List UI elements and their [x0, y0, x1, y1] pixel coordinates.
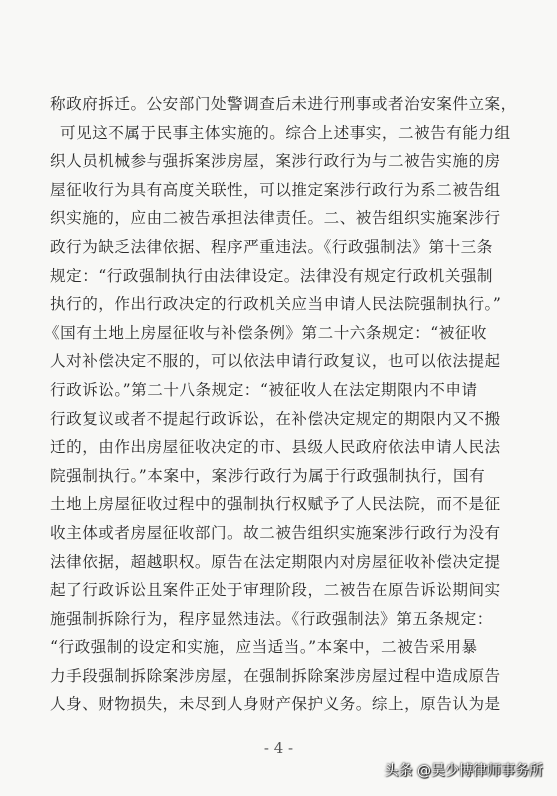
- text-line-4: 屋征收行为具有高度关联性，可以推定案涉行政行为系二被告组: [50, 180, 501, 199]
- text-line-19: 施强制拆除行为，程序显然违法。《行政强制法》第五条规定：: [50, 609, 493, 628]
- text-line-3: 织人员机械参与强拆案涉房屋，案涉行政行为与二被告实施的房: [50, 152, 501, 171]
- text-line-20: “行政强制的设定和实施，应当适当。”本案中，二被告采用暴: [50, 638, 478, 657]
- text-line-22: 人身、财物损失，未尽到人身财产保护义务。综上，原告认为是: [50, 695, 501, 714]
- text-line-7: 规定：“行政强制执行由法律设定。法律没有规定行政机关强制: [50, 266, 494, 285]
- page-number: - 4 -: [263, 739, 294, 757]
- text-line-8: 执行的，作出行政决定的行政机关应当申请人民法院强制执行。”: [50, 295, 502, 314]
- text-line-6: 政行为缺乏法律依据、程序严重违法。《行政强制法》第十三条: [50, 237, 493, 256]
- body-text: [44, 90, 520, 719]
- text-line-1: 称政府拆迁。公安部门处警调查后未进行刑事或者治安案件立案，: [50, 95, 517, 113]
- text-line-13: 迁的，由作出房屋征收决定的市、县级人民政府依法申请人民法: [50, 438, 501, 457]
- text-line-18: 起了行政诉讼且案件正处于审理阶段，二被告在原告诉讼期间实: [50, 581, 501, 600]
- watermark: 头条 @吴少博律师事务所: [384, 763, 543, 779]
- text-line-5: 织实施的，应由二被告承担法律责任。二、被告组织实施案涉行: [50, 209, 501, 228]
- text-line-10: 人对补偿决定不服的，可以依法申请行政复议，也可以依法提起: [50, 352, 501, 371]
- text-line-14: 院强制执行。”本案中，案涉行政行为属于行政强制执行，国有: [50, 466, 486, 485]
- text-line-11: 行政诉讼。”第二十八条规定：“被征收人在法定期限内不申请: [50, 380, 478, 399]
- text-line-17: 法律依据，超越职权。原告在法定期限内对房屋征收补偿决定提: [50, 552, 501, 571]
- text-line-21: 力手段强制拆除案涉房屋，在强制拆除案涉房屋过程中造成原告: [50, 666, 501, 685]
- text-line-12: 行政复议或者不提起行政诉讼，在补偿决定规定的期限内又不搬: [50, 409, 501, 428]
- text-line-9: 《国有土地上房屋征收与补偿条例》第二十六条规定：“被征收: [44, 323, 488, 342]
- text-line-16: 收主体或者房屋征收部门。故二被告组织实施案涉行政行为没有: [50, 523, 501, 542]
- text-line-2: 可见这不属于民事主体实施的。综合上述事实，二被告有能力组: [60, 123, 511, 142]
- text-line-15: 土地上房屋征收过程中的强制执行权赋予了人民法院，而不是征: [50, 495, 501, 514]
